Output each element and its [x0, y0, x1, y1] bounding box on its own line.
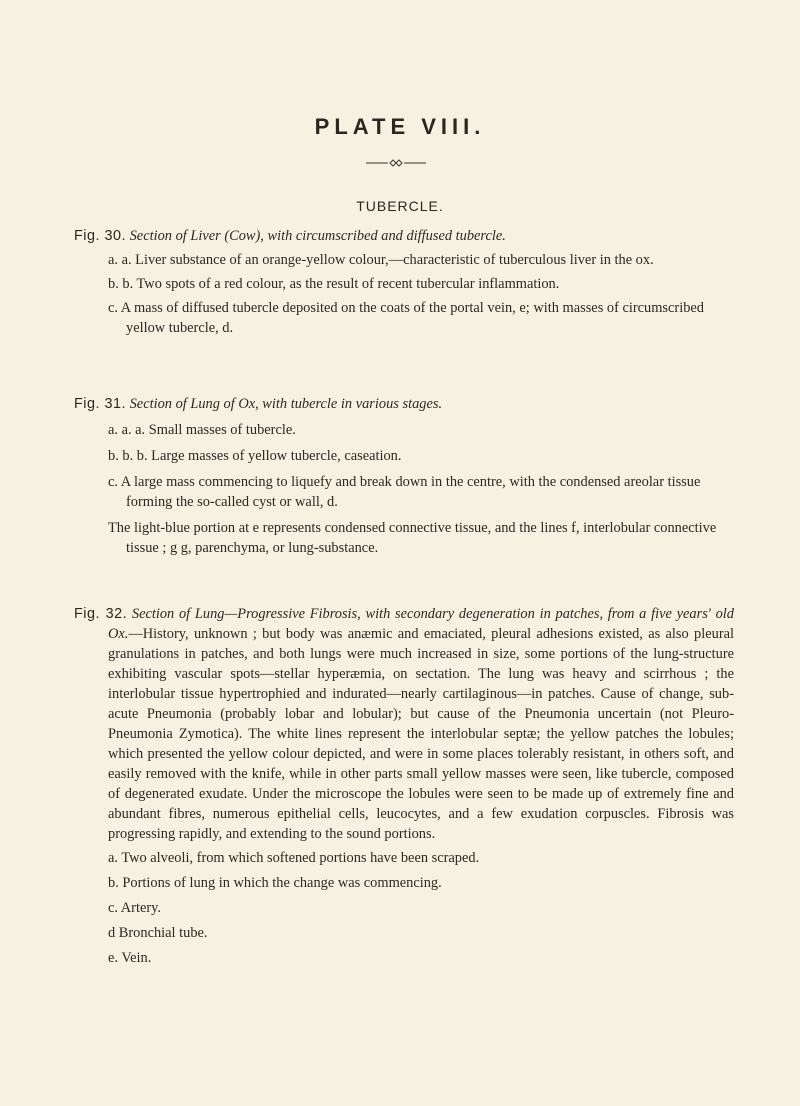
figure-item: b. Portions of lung in which the change was commencing. — [108, 875, 442, 891]
figure-title: Section of Liver (Cow), with circumscribed and diffused tubercle. — [129, 228, 506, 244]
figure-body: History, unknown ; but body was anæmic and emaciated, pleural adhesions existed, as also pleural granulations in patches, and both lungs were much increased in size, some portions of the lung-structure exhibiting vascular spots—stellar hyperæmia, on sectation. The lung was heavy and scirrhous ; the interlobular tissue hypertrophied and indurated—nearly cartilaginous—in patches. Cause of change, sub-acute Pneumonia (probably lobar and lobular); but cause of the Pneumonia uncertain (not Pleuro-Pneumonia Zymotica). The white lines represent the interlobular septæ; the yellow patches the lobules; which presented the yellow colour depicted, and were in some places tolerably resistant, in others soft, and easily removed with the knife, while in other parts small yellow masses were seen, like tubercle, composed of degenerated exudate. Under the microscope the lobules were seen to be made up of extremely fine and abundant fibres, numerous epithelial cells, leucocytes, and a few exudation corpuscles. Fibrosis was progressing rapidly, and extending to the sound portions. — [108, 626, 734, 842]
figure-label: Fig. 30. — [74, 228, 126, 244]
figure-32 — [74, 604, 734, 968]
figure-31 — [74, 394, 734, 558]
figure-label: Fig. 31. — [74, 396, 126, 412]
figure-title: Section of Lung of Ox, with tubercle in various stages. — [129, 396, 443, 412]
figure-item: c. A large mass commencing to liquefy and break down in the centre, with the condensed areolar tissue forming the so-called cyst or wall, d. — [108, 474, 701, 510]
figure-item: a. a. Liver substance of an orange-yellow colour,—characteristic of tuberculous liver in the ox. — [108, 252, 654, 268]
section-title: TUBERCLE. — [356, 198, 444, 214]
figure-heading — [74, 394, 734, 414]
figure-heading: Fig. 32. Section of Lung—Progressive Fibrosis, with secondary degeneration in patches, from a five years' old Ox.—History, unknown ; but body was anæmic and emaciated, pleural adhesions existed, as also pleural granulations in patches, and both lungs were much increased in size, some portions of the lung-structure exhibiting vascular spots—stellar hyperæmia, on sectation. The lung was heavy and scirrhous ; the interlobular tissue hypertrophied and indurated—nearly cartilaginous—in patches. Cause of change, sub-acute Pneumonia (probably lobar and lobular); but cause of the Pneumonia uncertain (not Pleuro-Pneumonia Zymotica). The white lines represent the interlobular septæ; the yellow patches the lobules; which presented the yellow colour depicted, and were in some places tolerably resistant, in others soft, and easily removed with the knife, while in other parts small yellow masses were seen, like tubercle, composed of degenerated exudate. Under the microscope the lobules were seen to be made up of extremely fine and abundant fibres, numerous epithelial cells, leucocytes, and a few exudation corpuscles. Fibrosis was progressing rapidly, and extending to the sound portions. — [74, 606, 734, 842]
figure-item: a. Two alveoli, from which softened portions have been scraped. — [108, 850, 480, 866]
figure-note: The light-blue portion at e represents condensed connective tissue, and the lines f, interlobular connective tissue ; g g, parenchyma, or lung-substance. — [108, 520, 717, 556]
figure-item: c. Artery. — [108, 900, 162, 916]
figure-item: b. b. Two spots of a red colour, as the result of recent tubercular inflammation. — [108, 276, 560, 292]
figure-heading — [74, 226, 734, 246]
figure-item: e. Vein. — [108, 950, 152, 966]
figure-title: Section of Lung—Progressive Fibrosis, with secondary degeneration in patches, from a five years' old Ox. — [108, 606, 734, 642]
figure-item: a. a. a. Small masses of tubercle. — [108, 422, 296, 438]
figure-30 — [74, 226, 734, 338]
figure-label: Fig. 32. — [74, 606, 128, 622]
figure-item: d Bronchial tube. — [108, 925, 208, 941]
ornament-divider-icon — [366, 158, 426, 168]
figure-item: c. A mass of diffused tubercle deposited on the coats of the portal vein, e; with masses of circumscribed yellow tubercle, d. — [108, 300, 704, 336]
plate-title: PLATE VIII. — [314, 114, 486, 139]
figure-item: b. b. b. Large masses of yellow tubercle, caseation. — [108, 448, 402, 464]
